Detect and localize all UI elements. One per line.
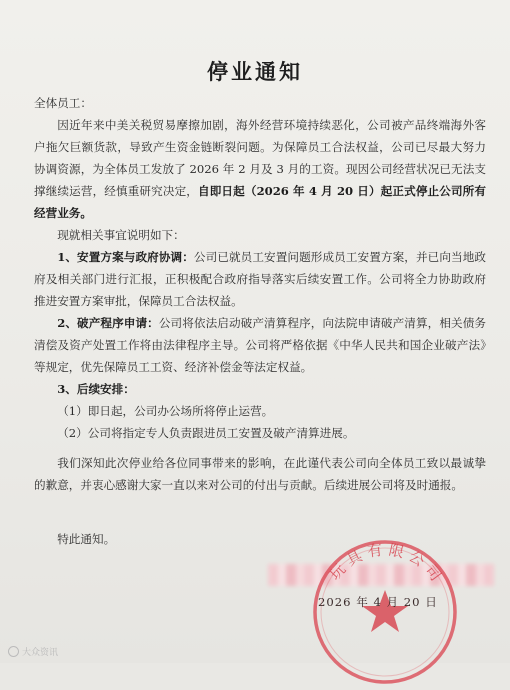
watermark-logo-icon — [8, 646, 19, 657]
intro-bold-text: 自即日起（2026 年 4 月 20 日）起正式停止公司所有经营业务。 — [34, 184, 486, 220]
item-1 — [34, 246, 486, 312]
item-2 — [34, 312, 486, 378]
item-3-heading: 3、后续安排： — [57, 382, 135, 396]
item-1-text: 公司已就员工安置问题形成员工安置方案，并已向当地政府及相关部门进行汇报，正积极配合政府指导落实后续安置工作。公司将全力协助政府推进安置方案审批，保障员工合法权益。 — [34, 250, 486, 308]
item-3-sub-1: （1）即日起，公司办公场所将停止运营。 — [57, 404, 274, 418]
item-1-heading: 1、安置方案与政府协调： — [57, 250, 194, 264]
source-watermark — [8, 645, 58, 658]
seal-text: 玩具有限公司 — [325, 540, 448, 589]
document-title: 停业通知 — [207, 59, 303, 84]
item-3-sub-2: （2）公司将指定专人负责跟进员工安置及破产清算进展。 — [57, 426, 355, 440]
salutation: 全体员工： — [34, 96, 92, 110]
watermark-text: 大众资讯 — [22, 648, 59, 658]
paragraph-apology: 我们深知此次停业给各位同事带来的影响，在此谨代表公司向全体员工致以最诚挚的歉意，并衷心感谢大家一直以来对公司的付出与贡献。后续进展公司将及时通报。 — [34, 456, 486, 492]
item-2-heading: 2、破产程序申请： — [57, 316, 159, 330]
paragraph-explanation: 现就相关事宜说明如下： — [57, 228, 185, 242]
closing-line: 特此通知。 — [57, 532, 116, 546]
paragraph-intro — [34, 114, 486, 224]
item-2-text: 公司将依法启动破产清算程序，向法院申请破产清算，相关债务清偿及资产处置工作将由法律程序主导。公司将严格依据《中华人民共和国企业破产法》等规定，优先保障员工工资、经济补偿金等法定权益。 — [34, 316, 486, 374]
svg-text:玩具有限公司 — [326, 540, 448, 588]
intro-text: 因近年来中美关税贸易摩擦加剧，海外经营环境持续恶化，公司被产品终端海外客户拖欠巨额货款，导致产生资金链断裂问题。为保障员工合法权益，公司已尽最大努力协调资源，为全体员工发放了 2026 年 2 月及 3 月的工资。现因公司经营状况已无法支撑继续运营，经慎重研究决定， — [34, 118, 486, 198]
issue-date: 2026 年 4 月 20 日 — [318, 595, 438, 609]
